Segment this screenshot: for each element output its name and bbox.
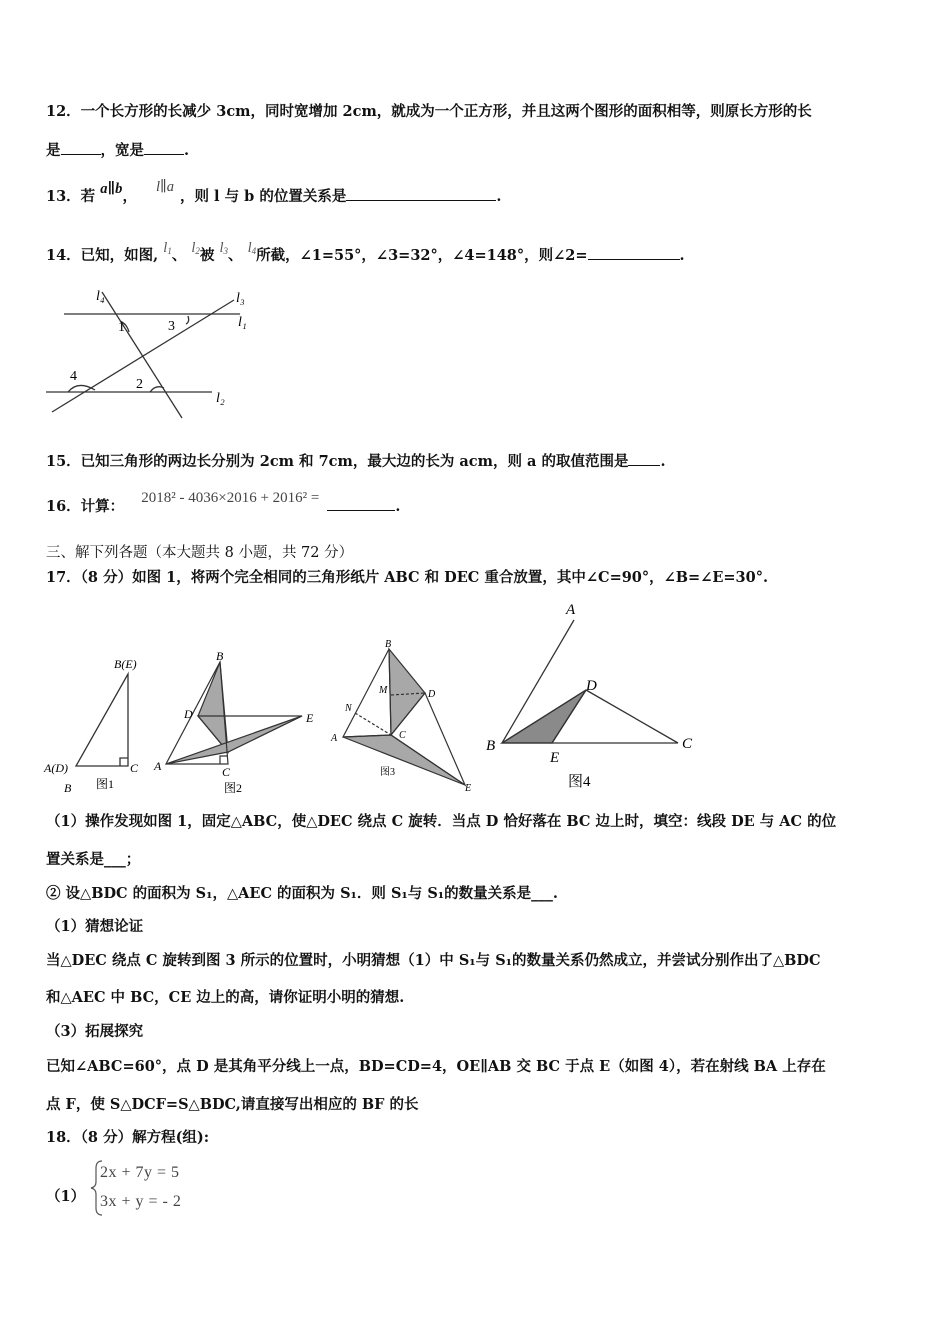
q12-line2 — [46, 140, 189, 161]
q12-blank-width[interactable] — [144, 140, 184, 155]
q17-figure-1 — [40, 650, 150, 795]
q15-text: 15．已知三角形的两边长分别为 2cm 和 7cm，最大边的长为 acm，则 a 的取值范围是 — [46, 453, 629, 470]
section-3-heading: 三、解下列各题（本大题共 8 小题，共 72 分） — [46, 545, 354, 561]
q12-text-a: 是 — [46, 142, 61, 159]
fig3-height-CN — [355, 713, 391, 735]
fig4-label-E: E — [550, 750, 560, 766]
q14-dun1: 、 — [171, 247, 187, 264]
fig4-caption: 图4 — [568, 774, 591, 790]
fig2-shaded-triangle-2 — [166, 716, 302, 764]
q17-heading-conjecture: （1）猜想论证 — [46, 918, 144, 935]
fig4-label-A: A — [566, 602, 576, 618]
fig2-label-E: E — [306, 711, 314, 725]
fig4-label-B: B — [486, 738, 496, 754]
fig3-label-E: E — [465, 783, 472, 794]
fig2-label-C: C — [222, 765, 231, 779]
fig2-label-D: D — [184, 707, 193, 721]
q12-line1: 12．一个长方形的长减少 3cm，同时宽增加 2cm，就成为一个正方形，并且这两个图形的面积相等，则原长方形的长 — [46, 103, 812, 120]
q14-l1: $l_1$ — [163, 240, 172, 256]
q16-line — [46, 490, 401, 517]
q14-l3: $l_3$ — [219, 240, 229, 256]
fig2-label-B: B — [216, 650, 224, 663]
q14-l2: $l_2$ — [191, 240, 200, 256]
line-l4 — [102, 292, 182, 418]
angle-2-label: 2 — [136, 377, 143, 392]
q16-expression: 2018² - 4036×2016 + 2016² = — [141, 490, 320, 506]
fig1-label-AD: A(D) — [44, 761, 68, 775]
q13-cond1: a∥b — [100, 181, 123, 197]
fig3-label-C: C — [399, 730, 406, 741]
q17-heading-extension: （3）拓展探究 — [46, 1023, 144, 1040]
q18-equation-1: 2x + 7y = 5 — [100, 1164, 180, 1181]
label-l4: l₄ — [96, 289, 105, 304]
q17-part3-line2: 和△AEC 中 BC，CE 边上的高，请你证明小明的猜想. — [46, 989, 405, 1006]
q12-text-c: . — [184, 142, 190, 159]
q17-figure-2 — [150, 650, 325, 795]
q14-end: . — [679, 247, 685, 264]
q18-label: （1） — [46, 1188, 86, 1205]
q14-l4: $l_4$ — [247, 240, 257, 256]
q18-equation-2: 3x + y = - 2 — [100, 1193, 182, 1210]
q17-part4-line1: 已知∠ABC=60°，点 D 是其角平分线上一点，BD=CD=4，OE∥AB 交 BC 于点 E（如图 4），若在射线 BA 上存在 — [46, 1058, 826, 1075]
q13-line — [46, 179, 502, 207]
fig3-label-D: D — [428, 689, 436, 700]
q17-figure-3 — [325, 635, 480, 795]
label-l3: l₃ — [236, 291, 245, 306]
fig2-right-angle-mark — [220, 756, 228, 764]
label-l1: l₁ — [238, 315, 247, 330]
fig1-label-C: C — [130, 761, 139, 775]
label-l2: l₂ — [216, 391, 225, 406]
q13-suffix: ，则 l 与 b 的位置关系是 — [179, 188, 347, 205]
q14-dun2: 、 — [228, 247, 243, 264]
fig1-label-BE: B(E) — [114, 657, 137, 671]
q15-line — [46, 451, 666, 472]
q16-prefix: 16．计算： — [46, 498, 125, 515]
q17-part1-line2: 置关系是___； — [46, 851, 141, 868]
angle-3-arc — [186, 316, 189, 324]
fig4-label-D: D — [586, 678, 597, 694]
q15-end: . — [660, 453, 666, 470]
fig3-label-A: A — [331, 733, 338, 744]
q17-figure-4 — [480, 598, 705, 798]
q15-blank[interactable] — [628, 451, 660, 466]
fig1-right-angle-mark — [120, 758, 128, 766]
fig3-label-M: M — [379, 685, 388, 696]
fig4-segment-DC — [586, 690, 678, 743]
q14-blank[interactable] — [588, 245, 680, 260]
q16-end: . — [395, 498, 401, 515]
fig4-label-C: C — [682, 736, 693, 752]
angle-4-label: 4 — [70, 369, 77, 384]
fig2-caption: 图2 — [224, 781, 243, 795]
fig1-caption: 图1 — [96, 777, 115, 791]
q14-figure — [40, 280, 270, 420]
q14-prefix: 14．已知，如图, — [46, 247, 159, 264]
fig3-label-N: N — [345, 703, 352, 714]
q17-part1-line1: （1）操作发现如图 1，固定△ABC，使△DEC 绕点 C 旋转．当点 D 恰好落在 BC 边上时，填空：线段 DE 与 AC 的位 — [46, 813, 837, 830]
q14-line — [46, 240, 685, 269]
q14-rest: 所截，∠1=55°，∠3=32°，∠4=148°，则∠2= — [256, 247, 588, 264]
q13-sep: ， — [122, 188, 137, 205]
q17-intro: 17．（8 分）如图 1，将两个完全相同的三角形纸片 ABC 和 DEC 重合放置，其中∠C=90°，∠B=∠E=30°. — [46, 569, 769, 586]
fig3-shaded-triangle-BDC — [389, 649, 425, 735]
fig1-triangle — [76, 674, 128, 766]
fig2-label-A: A — [154, 759, 162, 773]
q17-part4-line2: 点 F，使 S△DCF=S△BDC,请直接写出相应的 BF 的长 — [46, 1096, 419, 1113]
angle-1-label: 1 — [118, 320, 125, 335]
angle-2-arc — [150, 387, 164, 392]
q13-end: . — [496, 188, 502, 205]
q18-intro: 18．（8 分）解方程(组): — [46, 1129, 210, 1146]
angle-3-label: 3 — [168, 319, 175, 334]
q13-cond2: l∥a — [156, 179, 174, 195]
q13-blank[interactable] — [346, 186, 496, 201]
q16-blank[interactable] — [327, 496, 395, 511]
q12-text-b: ，宽是 — [100, 142, 144, 159]
fig3-label-B: B — [385, 639, 392, 650]
q13-prefix: 13．若 — [46, 188, 96, 205]
q17-part2: ② 设△BDC 的面积为 S₁，△AEC 的面积为 S₁．则 S₁与 S₁的数量关系是___. — [46, 885, 558, 902]
q17-part3-line1: 当△DEC 绕点 C 旋转到图 3 所示的位置时，小明猜想（1）中 S₁与 S₁的数量关系仍然成立，并尝试分别作出了△BDC — [46, 952, 821, 969]
q14-bei: 被 — [199, 247, 215, 264]
q12-blank-length[interactable] — [61, 140, 101, 155]
fig1-label-B: B — [64, 781, 72, 795]
fig3-caption: 图3 — [380, 767, 395, 778]
